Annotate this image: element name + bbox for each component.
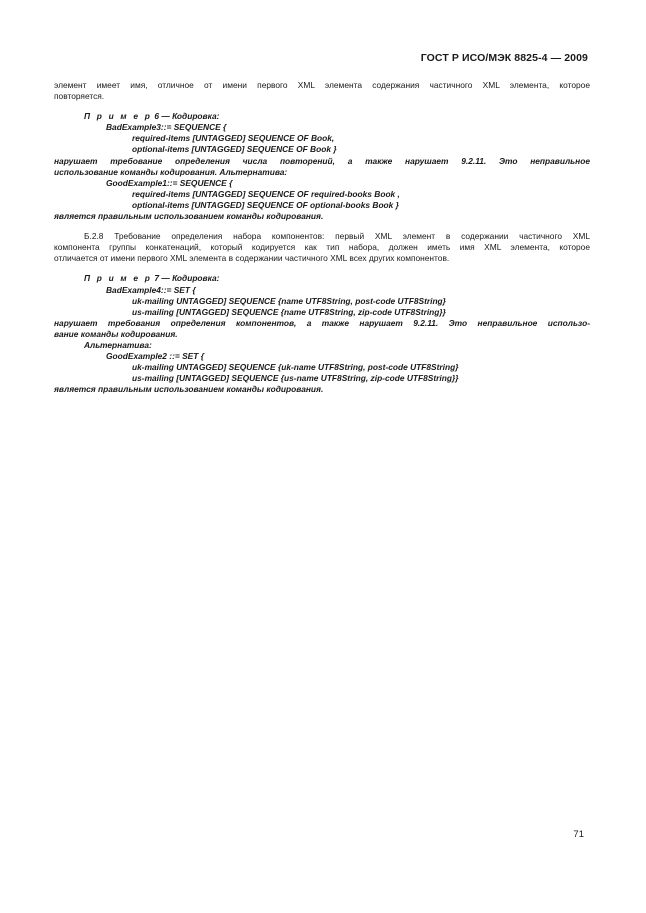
example-6-label: П р и м е р 6 — Кодировка: [84,111,220,122]
good-example-1-header: GoodExample1::= SEQUENCE { [106,177,233,188]
good-example-1-line-1: required-items [UNTAGGED] SEQUENCE OF required-books Book , [132,188,400,199]
b28-line-2: компонента группы конкатенаций, который кодируется как тип набора, должен иметь имя XML элемента, которое [54,242,590,253]
example-7-alternative-label: Альтернатива: [84,339,152,350]
bad-example-3-line-2: optional-items [UNTAGGED] SEQUENCE OF Book } [132,144,337,155]
bad-example-4-line-2: us-mailing [UNTAGGED] SEQUENCE {name UTF8String, zip-code UTF8String}} [132,306,446,317]
example-7-violation-2: вание команды кодирования. [54,328,178,339]
intro-line-1: элемент имеет имя, отличное от имени первого XML элемента содержания частичного XML элемента, которое [54,80,590,90]
b28-line-1: Б.2.8 Требование определения набора компонентов: первый XML элемент в содержании частичного XML [84,231,590,242]
bad-example-3-line-1: required-items [UNTAGGED] SEQUENCE OF Book, [132,133,335,144]
b28-line-3: отличается от имени первого XML элемента в содержании частичного XML всех других компонентов. [54,253,450,264]
example-6 [54,111,590,222]
example-6-correct: является правильным использованием команды кодирования. [54,211,324,222]
bad-example-3-header: BadExample3::= SEQUENCE { [106,122,227,133]
example-7-correct: является правильным использованием команды кодирования. [54,384,324,395]
standard-header: ГОСТ Р ИСО/МЭК 8825-4 — 2009 [420,52,588,64]
bad-example-4-header: BadExample4::= SET { [106,284,196,295]
page-content [54,80,590,395]
example-7 [54,273,590,395]
good-example-2-line-1: uk-mailing UNTAGGED] SEQUENCE {uk-name UTF8String, post-code UTF8String} [132,362,459,373]
good-example-2-line-2: us-mailing [UNTAGGED] SEQUENCE {us-name UTF8String, zip-code UTF8String}} [132,373,459,384]
example-6-violation-2: использование команды кодирования. Альтернатива: [54,166,288,177]
good-example-2-header: GoodExample2 ::= SET { [106,351,204,362]
intro-line-2: повторяется. [54,91,105,102]
example-7-violation-1: нарушает требования определения компонентов, а также нарушает 9.2.11. Это неправильное использо- [54,317,590,328]
clause-b28-paragraph [54,231,590,264]
good-example-1-line-2: optional-items [UNTAGGED] SEQUENCE OF optional-books Book } [132,199,399,210]
bad-example-4-line-1: uk-mailing UNTAGGED] SEQUENCE {name UTF8String, post-code UTF8String} [132,295,446,306]
example-7-label: П р и м е р 7 — Кодировка: [84,273,220,284]
intro-paragraph [54,80,590,102]
example-6-violation-1: нарушает требование определения числа повторений, а также нарушает 9.2.11. Это неправильное [54,155,590,166]
page-number: 71 [573,829,584,840]
